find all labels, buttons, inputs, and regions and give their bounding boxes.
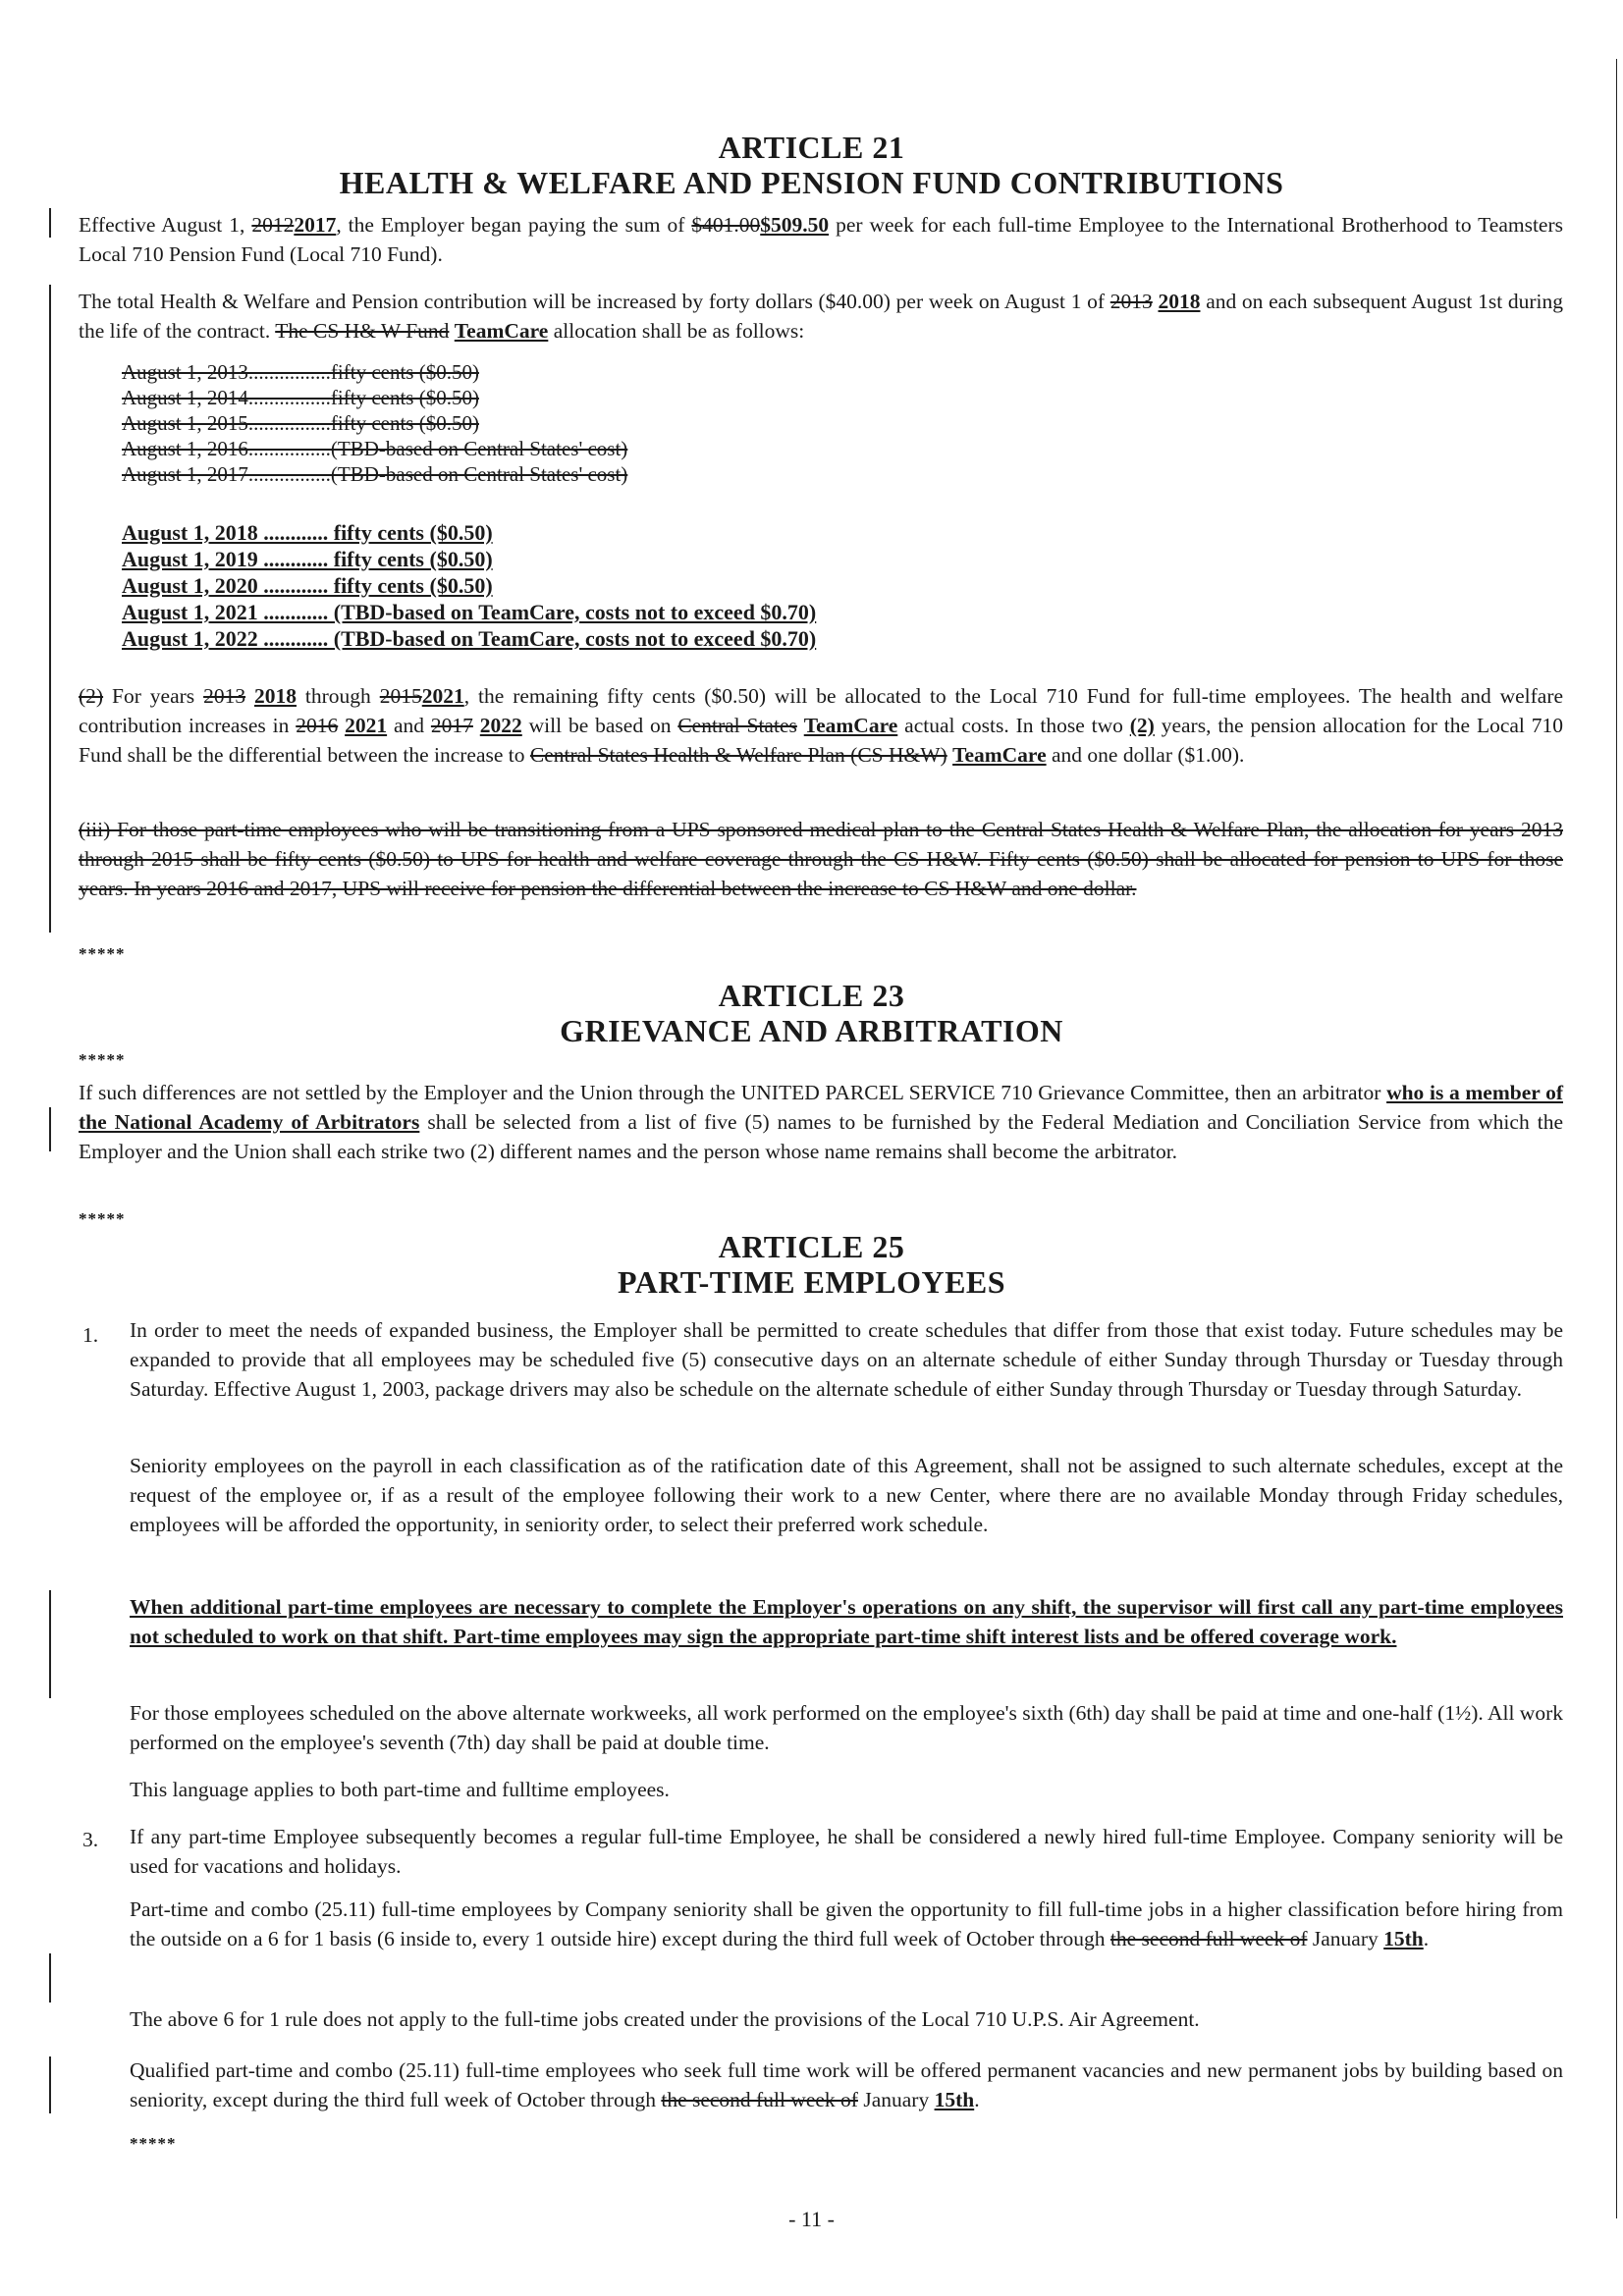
article-25-item-3-paragraph-2: Part-time and combo (25.11) full-time employees by Company seniority shall be given the opportunity to fill full-time jobs in a higher classification before hiring from the outside on a 6 for 1 basis (6 inside to, every 1 outside hire) except during the third full week of October through the second full week of January 15th. [130, 1897, 1563, 1950]
new-schedule-item: August 1, 2020 ............ fifty cents ($0.50) [122, 573, 493, 598]
section-separator: ***** [79, 1209, 126, 1228]
section-separator: ***** [130, 2134, 177, 2153]
old-schedule-item: August 1, 2017................(TBD-based on Central States' cost) [122, 462, 628, 486]
article-23-title: GRIEVANCE AND ARBITRATION [560, 1013, 1063, 1048]
new-schedule-item: August 1, 2022 ............ (TBD-based on TeamCare, costs not to exceed $0.70) [122, 626, 817, 651]
revision-bar [49, 2056, 51, 2113]
revision-bar [49, 208, 51, 238]
old-schedule-item: August 1, 2016................(TBD-based on Central States' cost) [122, 437, 628, 460]
revision-bar [49, 1107, 51, 1151]
new-schedule-item: August 1, 2021 ............ (TBD-based on TeamCare, costs not to exceed $0.70) [122, 600, 817, 624]
list-number: 3. [82, 1828, 99, 1851]
article-21-paragraph-4-struck: (iii) For those part-time employees who will be transitioning from a UPS sponsored medical plan to the Central States Health & Welfare Plan, the allocation for years 2013 through 2015 shall be fifty cents ($0.50) to UPS for health and welfare coverage through the CS H&W. Fifty cents ($0.50) shall be allocated for pension to UPS for those years. In years 2016 and 2017, UPS will receive for pension the differential between the increase to CS H&W and one dollar. [79, 818, 1563, 900]
article-25-item-1-paragraph-5: This language applies to both part-time and fulltime employees. [130, 1778, 670, 1801]
article-25-item-1-paragraph-4: For those employees scheduled on the above alternate workweeks, all work performed on the employee's sixth (6th) day shall be paid at time and one-half (1½). All work performed on the employee's seventh (7th) day shall be paid at double time. [130, 1701, 1563, 1754]
article-21-paragraph-3: (2) For years 2013 2018 through 20152021, the remaining fifty cents ($0.50) will be allocated to the Local 710 Fund for full-time employees. The health and welfare contribution increases in 2016 2021 and 2017 2022 will be based on Central States TeamCare actual costs. In those two (2) years, the pension allocation for the Local 710 Fund shall be the differential between the increase to Central States Health & Welfare Plan (CS H&W) TeamCare and one dollar ($1.00). [79, 684, 1564, 767]
revision-bar [49, 285, 51, 933]
article-25-number: ARTICLE 25 [718, 1229, 905, 1264]
article-25-item-1-paragraph-3: When additional part-time employees are necessary to complete the Employer's operations on any shift, the supervisor will first call any part-time employees not scheduled to work on that shift. Part-time employees may sign the appropriate part-time shift interest lists and be offered coverage work. [130, 1595, 1563, 1648]
old-schedule-item: August 1, 2013................fifty cents ($0.50) [122, 360, 479, 384]
page-edge [1616, 59, 1617, 2218]
revision-bar [49, 1953, 51, 2002]
article-25-item-3-paragraph-4: Qualified part-time and combo (25.11) full-time employees who seek full time work will be offered permanent vacancies and new permanent jobs by building based on seniority, except during the third full week of October through the second full week of January 15th. [130, 2058, 1563, 2111]
new-schedule-item: August 1, 2019 ............ fifty cents ($0.50) [122, 547, 493, 571]
article-25-item-3-paragraph-3: The above 6 for 1 rule does not apply to the full-time jobs created under the provisions of the Local 710 U.P.S. Air Agreement. [130, 2007, 1200, 2031]
article-21-title: HEALTH & WELFARE AND PENSION FUND CONTRIBUTIONS [339, 165, 1284, 200]
article-25-title: PART-TIME EMPLOYEES [617, 1264, 1006, 1300]
article-25-item-3: If any part-time Employee subsequently becomes a regular full-time Employee, he shall be considered a newly hired full-time Employee. Company seniority will be used for vacations and holidays. [130, 1825, 1563, 1878]
article-21-paragraph-2: The total Health & Welfare and Pension contribution will be increased by forty dollars ($40.00) per week on August 1 of 2013 2018 and on each subsequent August 1st during the life of the contract. The CS H& W Fund TeamCare allocation shall be as follows: [79, 290, 1564, 343]
list-number: 1. [82, 1323, 99, 1347]
old-schedule-item: August 1, 2014................fifty cents ($0.50) [122, 386, 479, 409]
article-25-item-1-paragraph-2: Seniority employees on the payroll in each classification as of the ratification date of this Agreement, shall not be assigned to such alternate schedules, except at the request of the employee or, if as a result of the employee following their work to a new Center, where there are no available Monday through Friday schedules, employees will be afforded the opportunity, in seniority order, to select their preferred work schedule. [130, 1454, 1563, 1536]
page-number: - 11 - [788, 2207, 835, 2231]
article-21-paragraph-1: Effective August 1, 20122017, the Employer began paying the sum of $401.00$509.50 per week for each full-time Employee to the International Brotherhood to Teamsters Local 710 Pension Fund (Local 710 Fund). [79, 213, 1563, 266]
section-separator: ***** [79, 944, 126, 963]
revision-bar [49, 1590, 51, 1698]
new-schedule-item: August 1, 2018 ............ fifty cents ($0.50) [122, 520, 493, 545]
article-25-item-1: In order to meet the needs of expanded business, the Employer shall be permitted to create schedules that differ from those that exist today. Future schedules may be expanded to provide that all employees may be scheduled five (5) consecutive days on an alternate schedule of either Sunday through Thursday or Tuesday through Saturday. Effective August 1, 2003, package drivers may also be schedule on the alternate schedule of either Sunday through Thursday or Tuesday through Saturday. [130, 1318, 1563, 1401]
article-23-number: ARTICLE 23 [718, 978, 905, 1013]
article-23-paragraph-1: If such differences are not settled by the Employer and the Union through the UNITED PARCEL SERVICE 710 Grievance Committee, then an arbitrator who is a member of the National Academy of Arbitrators shall be selected from a list of five (5) names to be furnished by the Federal Mediation and Conciliation Service from which the Employer and the Union shall each strike two (2) different names and the person whose name remains shall become the arbitrator. [79, 1081, 1563, 1163]
old-schedule-item: August 1, 2015................fifty cents ($0.50) [122, 411, 479, 435]
article-21-number: ARTICLE 21 [718, 130, 905, 165]
section-separator: ***** [79, 1050, 126, 1069]
